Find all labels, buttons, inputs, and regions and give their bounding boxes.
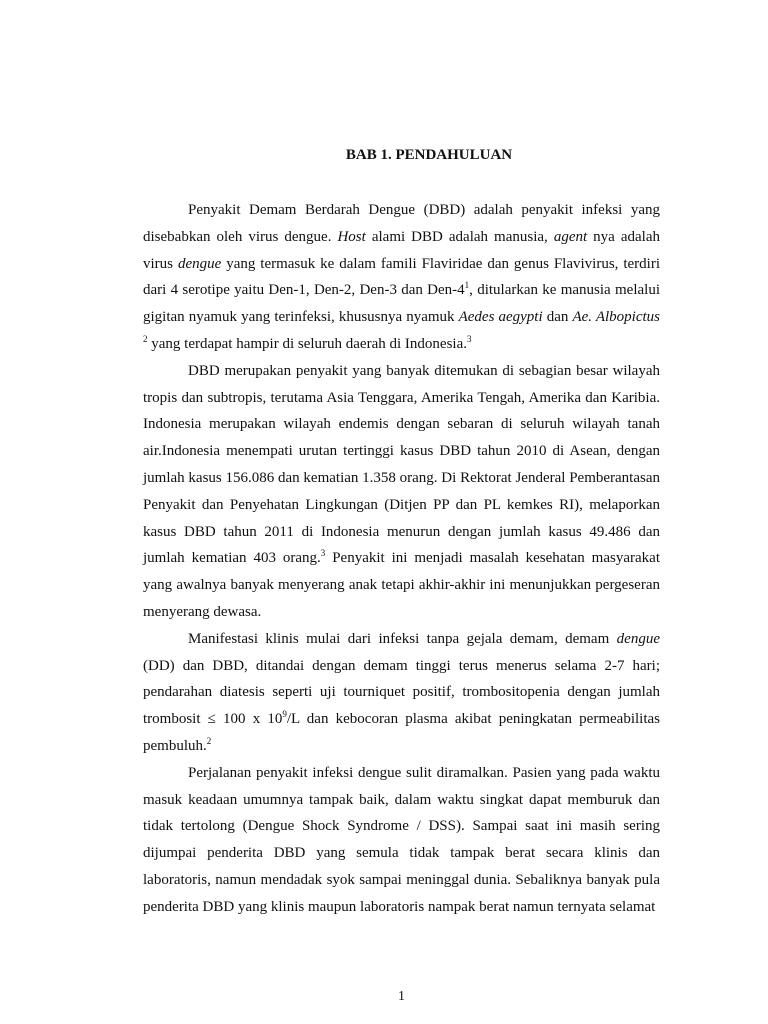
chapter-heading: BAB 1. PENDAHULUAN	[345, 147, 513, 163]
italic-term-host: Host	[337, 228, 366, 245]
body-text	[143, 197, 660, 921]
paragraph-dbd-epidemiology	[143, 358, 660, 626]
text-run: alami DBD adalah manusia,	[365, 228, 554, 245]
text-run: yang termasuk ke dalam famili Flaviridae dan genus Flavivirus, terdiri dari 4 serotipe yaitu Den-1, Den-2, Den-3 dan Den-4	[143, 255, 660, 299]
text-run: Penyakit Demam Berdarah Dengue (DBD) adalah penyakit infeksi yang disebabkan oleh virus dengue.	[143, 202, 660, 245]
text-run: Penyakit ini menjadi masalah kesehatan masyarakat yang awalnya banyak menyerang anak tetapi akhir-akhir ini menunjukkan pergeseran menyerang dewasa.	[143, 550, 660, 620]
text-run: yang terdapat hampir di seluruh daerah di Indonesia.	[147, 335, 467, 352]
text-run: , ditularkan ke manusia melalui gigitan nyamuk yang terinfeksi, khususnya nyamuk	[143, 282, 660, 326]
text-run: (DD) dan DBD, ditandai dengan demam tinggi terus menerus selama 2-7 hari; pendarahan diatesis seperti uji tourniquet positif, trombositopenia dengan jumlah trombosit ≤ 100 x 10	[143, 657, 660, 728]
citation-superscript: 2	[143, 333, 148, 344]
text-run: Perjalanan penyakit infeksi dengue sulit diramalkan. Pasien yang pada waktu masuk keadaan umumnya tampak baik, dalam waktu singkat dapat memburuk dan tidak tertolong (Dengue Shock Syndrome / DSS). Sampai saat ini masih sering dijumpai penderita DBD yang semula tidak tampak berat secara klinis dan laboratoris, namun mendadak syok sampai meninggal dunia. Sebaliknya banyak pula penderita DBD yang klinis maupun laboratoris nampak berat namun ternyata selamat	[143, 764, 660, 915]
text-run: nya adalah virus	[143, 228, 660, 272]
italic-term-dengue: dengue	[616, 630, 660, 647]
paragraph-clinical-manifestation	[143, 626, 660, 760]
paragraph-disease-course	[143, 760, 660, 921]
citation-superscript: 3	[320, 548, 326, 559]
paragraph-dbd-definition	[143, 197, 660, 358]
text-run: /L dan kebocoran plasma akibat peningkatan permeabilitas pembuluh.	[143, 711, 660, 754]
exponent-superscript: 9	[282, 709, 287, 720]
italic-term-aedes-aegypti: Aedes aegypti	[458, 309, 543, 326]
italic-term-dengue: dengue	[177, 255, 222, 272]
text-run: Manifestasi klinis mulai dari infeksi tanpa gejala demam, demam	[188, 630, 617, 647]
page-number: 1	[398, 989, 405, 1004]
italic-term-ae-albopictus: Ae. Albopictus	[572, 309, 660, 326]
text-run: DBD merupakan penyakit yang banyak ditemukan di sebagian besar wilayah tropis dan subtropis, terutama Asia Tenggara, Amerika Tengah, Amerika dan Karibia. Indonesia merupakan wilayah endemis dengan sebaran di seluruh wilayah tanah air.Indonesia menempati urutan tertinggi kasus DBD tahun 2010 di Asean, dengan jumlah kasus 156.086 dan kematian 1.358 orang. Di Rektorat Jenderal Pemberantasan Penyakit dan Penyehatan Lingkungan (Ditjen PP dan PL kemkes RI), melaporkan kasus DBD tahun 2011 di Indonesia menurun dengan jumlah kasus 49.486 dan jumlah kematian 403 orang.	[143, 362, 660, 567]
citation-superscript: 2	[206, 735, 212, 746]
text-run: dan	[542, 309, 573, 326]
citation-superscript: 1	[464, 280, 470, 291]
citation-superscript: 3	[466, 333, 472, 344]
italic-term-agent: agent	[553, 228, 588, 245]
